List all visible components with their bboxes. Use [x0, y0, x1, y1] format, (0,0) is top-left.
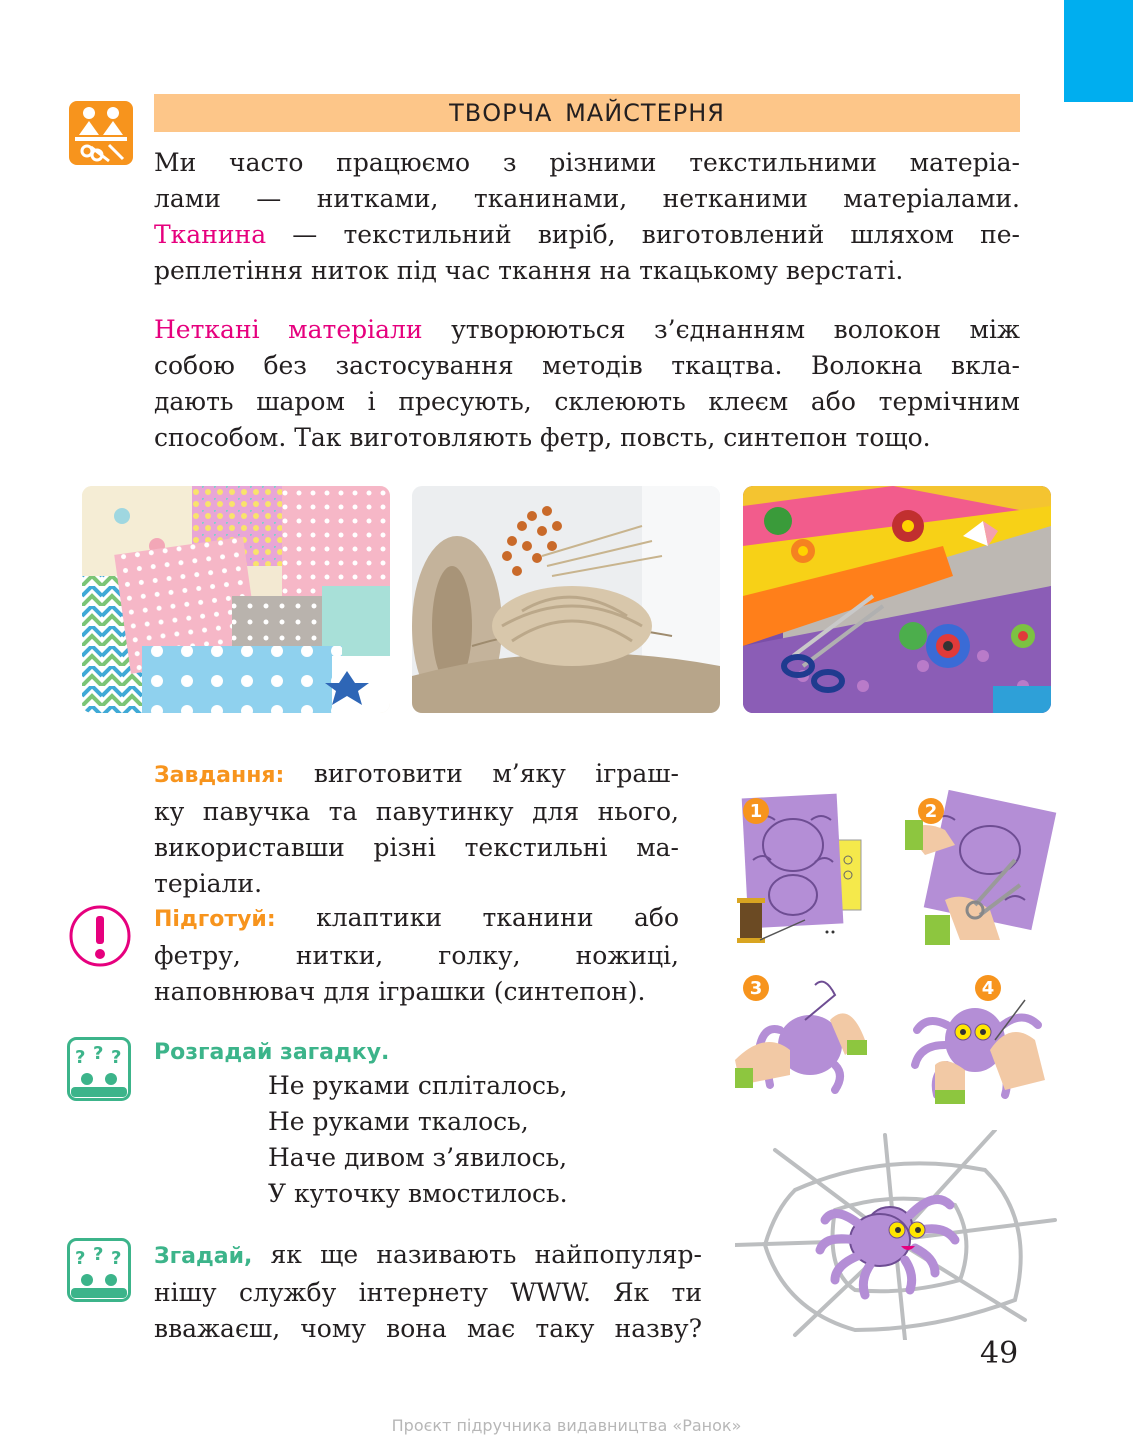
riddle-heading [154, 1033, 679, 1071]
svg-text:?: ? [93, 1244, 104, 1265]
prepare-block [154, 900, 679, 1010]
poem-line: У куточку вмостилось. [268, 1179, 568, 1208]
remember-label: Згадай, [154, 1244, 253, 1269]
text-line: наповнювач для іграшки (синтепон). [154, 977, 646, 1006]
svg-text:?: ? [111, 1248, 122, 1269]
question-people-icon [67, 1238, 131, 1302]
text-line [154, 312, 1020, 348]
text-line [154, 1033, 679, 1071]
text-fragment: як ще називають найпопуляр- [252, 1240, 702, 1269]
svg-text:?: ? [111, 1047, 122, 1068]
svg-text:?: ? [75, 1047, 86, 1068]
riddle-label: Розгадай загадку. [154, 1040, 390, 1065]
text-line: реплетіння ниток під час ткання на ткацькому верстаті. [154, 256, 904, 285]
riddle-poem [268, 1068, 568, 1212]
text-line [154, 1237, 702, 1275]
footer-note: Проєкт підручника видавництва «Ранок» [391, 1416, 742, 1435]
text-line: Ми часто працюємо з різними текстильними матеріа- [154, 148, 1020, 177]
intro-paragraph-2 [154, 312, 1020, 456]
text-fragment: виготовити м’яку іграш- [284, 759, 679, 788]
text-line: собою без застосування методів ткацтва. Волокна вкла- [154, 351, 1020, 380]
photo-linen [412, 486, 720, 713]
text-line: фетру, нитки, голку, ножиці, [154, 941, 679, 970]
section-banner [154, 94, 1020, 132]
workshop-icon [69, 101, 133, 165]
step-number: 4 [975, 975, 1001, 1001]
poem-line: Не руками ткалось, [268, 1107, 529, 1136]
question-people-icon [67, 1037, 131, 1101]
intro-paragraph-1 [154, 145, 1020, 289]
step-number: 1 [743, 798, 769, 824]
photo-felt [743, 486, 1051, 713]
text-fragment: утворюються з’єднанням волокон між [422, 315, 1020, 344]
text-line [154, 217, 1020, 253]
page-number: 49 [980, 1336, 1019, 1371]
text-line: лами — нитками, тканинами, нетканими матеріалами. [154, 184, 1020, 213]
term-fabric: Тканина [154, 220, 267, 249]
task-label: Завдання: [154, 763, 285, 788]
photo-fabrics [82, 486, 390, 713]
text-line: вважаєш, чому вона має таку назву? [154, 1314, 702, 1343]
text-line [154, 756, 679, 794]
svg-text:?: ? [75, 1248, 86, 1269]
text-line: способом. Так виготовляють фетр, повсть, синтепон тощо. [154, 423, 931, 452]
corner-tab [1064, 0, 1133, 102]
task-block [154, 756, 679, 902]
prepare-label: Підготуй: [154, 907, 276, 932]
step-number: 3 [743, 975, 769, 1001]
step-illustrations [735, 770, 1065, 1350]
text-line: нішу службу інтернету WWW. Як ти [154, 1278, 702, 1307]
term-nonwoven: Неткані матеріали [154, 315, 423, 344]
exclamation-icon [68, 904, 132, 968]
banner-title: ТВОРЧА МАЙСТЕРНЯ [449, 99, 725, 127]
poem-line: Не руками спліталось, [268, 1071, 568, 1100]
step-number: 2 [918, 798, 944, 824]
text-line: використавши різні текстильні ма- [154, 833, 679, 862]
text-line [154, 900, 679, 938]
spider-web-illustration [735, 1130, 1065, 1340]
text-line: дають шаром і пресують, склеюють клеєм або термічним [154, 387, 1020, 416]
text-fragment: — текстильний виріб, виготовлений шляхом пе- [266, 220, 1020, 249]
text-line: ку павучка та павутинку для нього, [154, 797, 679, 826]
remember-block [154, 1237, 702, 1347]
text-line: теріали. [154, 869, 263, 898]
svg-text:?: ? [93, 1043, 104, 1064]
text-fragment: клаптики тканини або [275, 903, 679, 932]
poem-line: Наче дивом з’явилось, [268, 1143, 568, 1172]
